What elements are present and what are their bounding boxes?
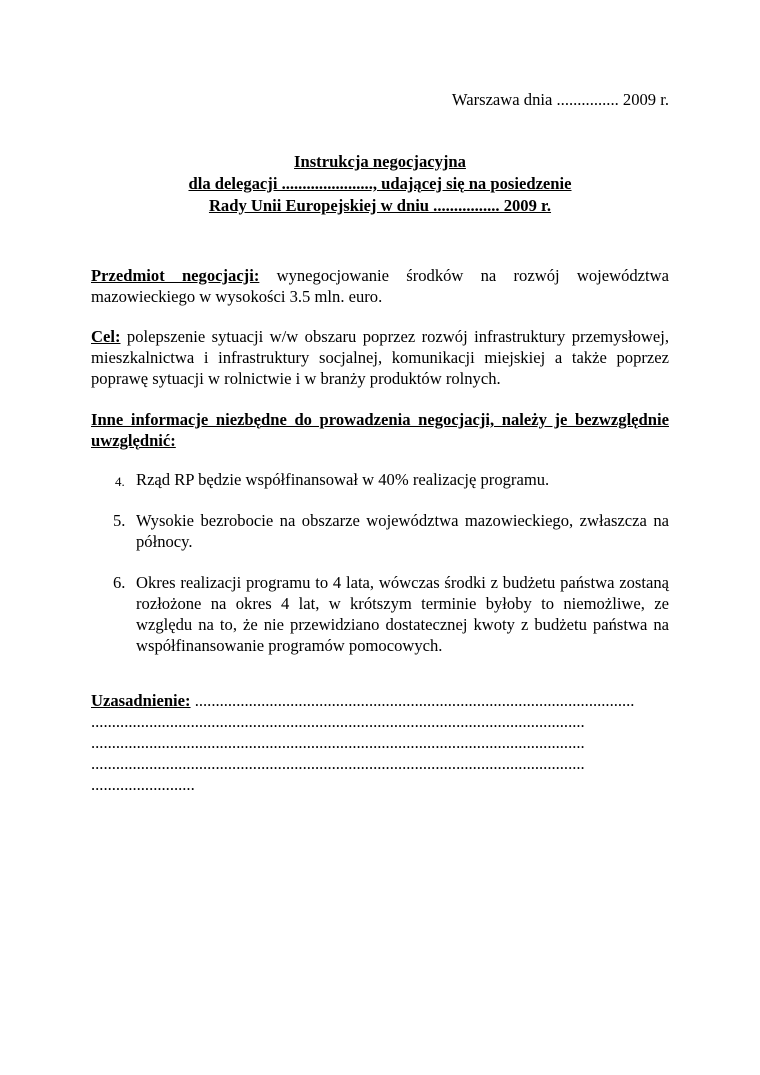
goal-text: polepszenie sytuacji w/w obszaru poprzez rozwój infrastruktury przemysłowej, mieszkalnictwa i infrastruktury socjalnej, komunikacji miejskiej a także poprzez poprawę sytuacji w rolnictwie i w branży produktów rolnych.: [91, 327, 669, 388]
subject-label: Przedmiot negocjacji:: [91, 266, 260, 285]
other-info-label: Inne informacje niezbędne do prowadzenia negocjacji, należy je bezwzględnie uwzględnić:: [91, 410, 669, 450]
subject-text: wynegocjowanie środków na rozwój województwa mazowieckiego w wysokości 3.5 mln. euro.: [91, 266, 669, 306]
date-line: Warszawa dnia ............... 2009 r.: [451, 90, 669, 109]
justification-first-dots: ..........................................................................................................: [194, 691, 635, 710]
info-list: [91, 469, 669, 676]
other-info-heading: [91, 409, 669, 451]
justification-dots-line: .......................................................................................................................: [91, 754, 585, 773]
justification-dots-line: .......................................................................................................................: [91, 733, 585, 752]
list-item: [91, 510, 669, 552]
title-line-1: Instrukcja negocjacyjna: [294, 152, 466, 171]
title-line-3: Rady Unii Europejskiej w dniu ................ 2009 r.: [208, 196, 552, 215]
list-item-number: 6.: [113, 573, 126, 592]
justification-label: Uzasadnienie:: [91, 691, 191, 710]
list-item-text: Wysokie bezrobocie na obszarze województwa mazowieckiego, zwłaszcza na północy.: [136, 511, 669, 551]
list-item-number: 5.: [113, 511, 126, 530]
title-line-2: dla delegacji ......................, udającej się na posiedzenie: [188, 174, 572, 193]
list-item-text: Rząd RP będzie współfinansował w 40% realizację programu.: [136, 470, 550, 489]
justification-last-dots: .........................: [91, 775, 195, 794]
goal-paragraph: [91, 326, 669, 389]
justification-first-line: [91, 690, 669, 711]
goal-label: Cel:: [91, 327, 121, 346]
document-title: [91, 151, 669, 217]
list-item: [91, 469, 669, 490]
list-item-number: 4.: [115, 474, 125, 489]
subject-paragraph: [91, 265, 669, 307]
list-item: [91, 572, 669, 656]
list-item-text: Okres realizacji programu to 4 lata, wówczas środki z budżetu państwa zostaną rozłożone na okres 4 lat, w krótszym terminie byłoby to niemożliwe, ze względu na to, że nie przewidziano dostatecznej kwoty z budżetu państwa na współfinansowanie programów pomocowych.: [136, 573, 669, 655]
justification-section: [91, 690, 669, 795]
justification-dots-line: .......................................................................................................................: [91, 712, 585, 731]
